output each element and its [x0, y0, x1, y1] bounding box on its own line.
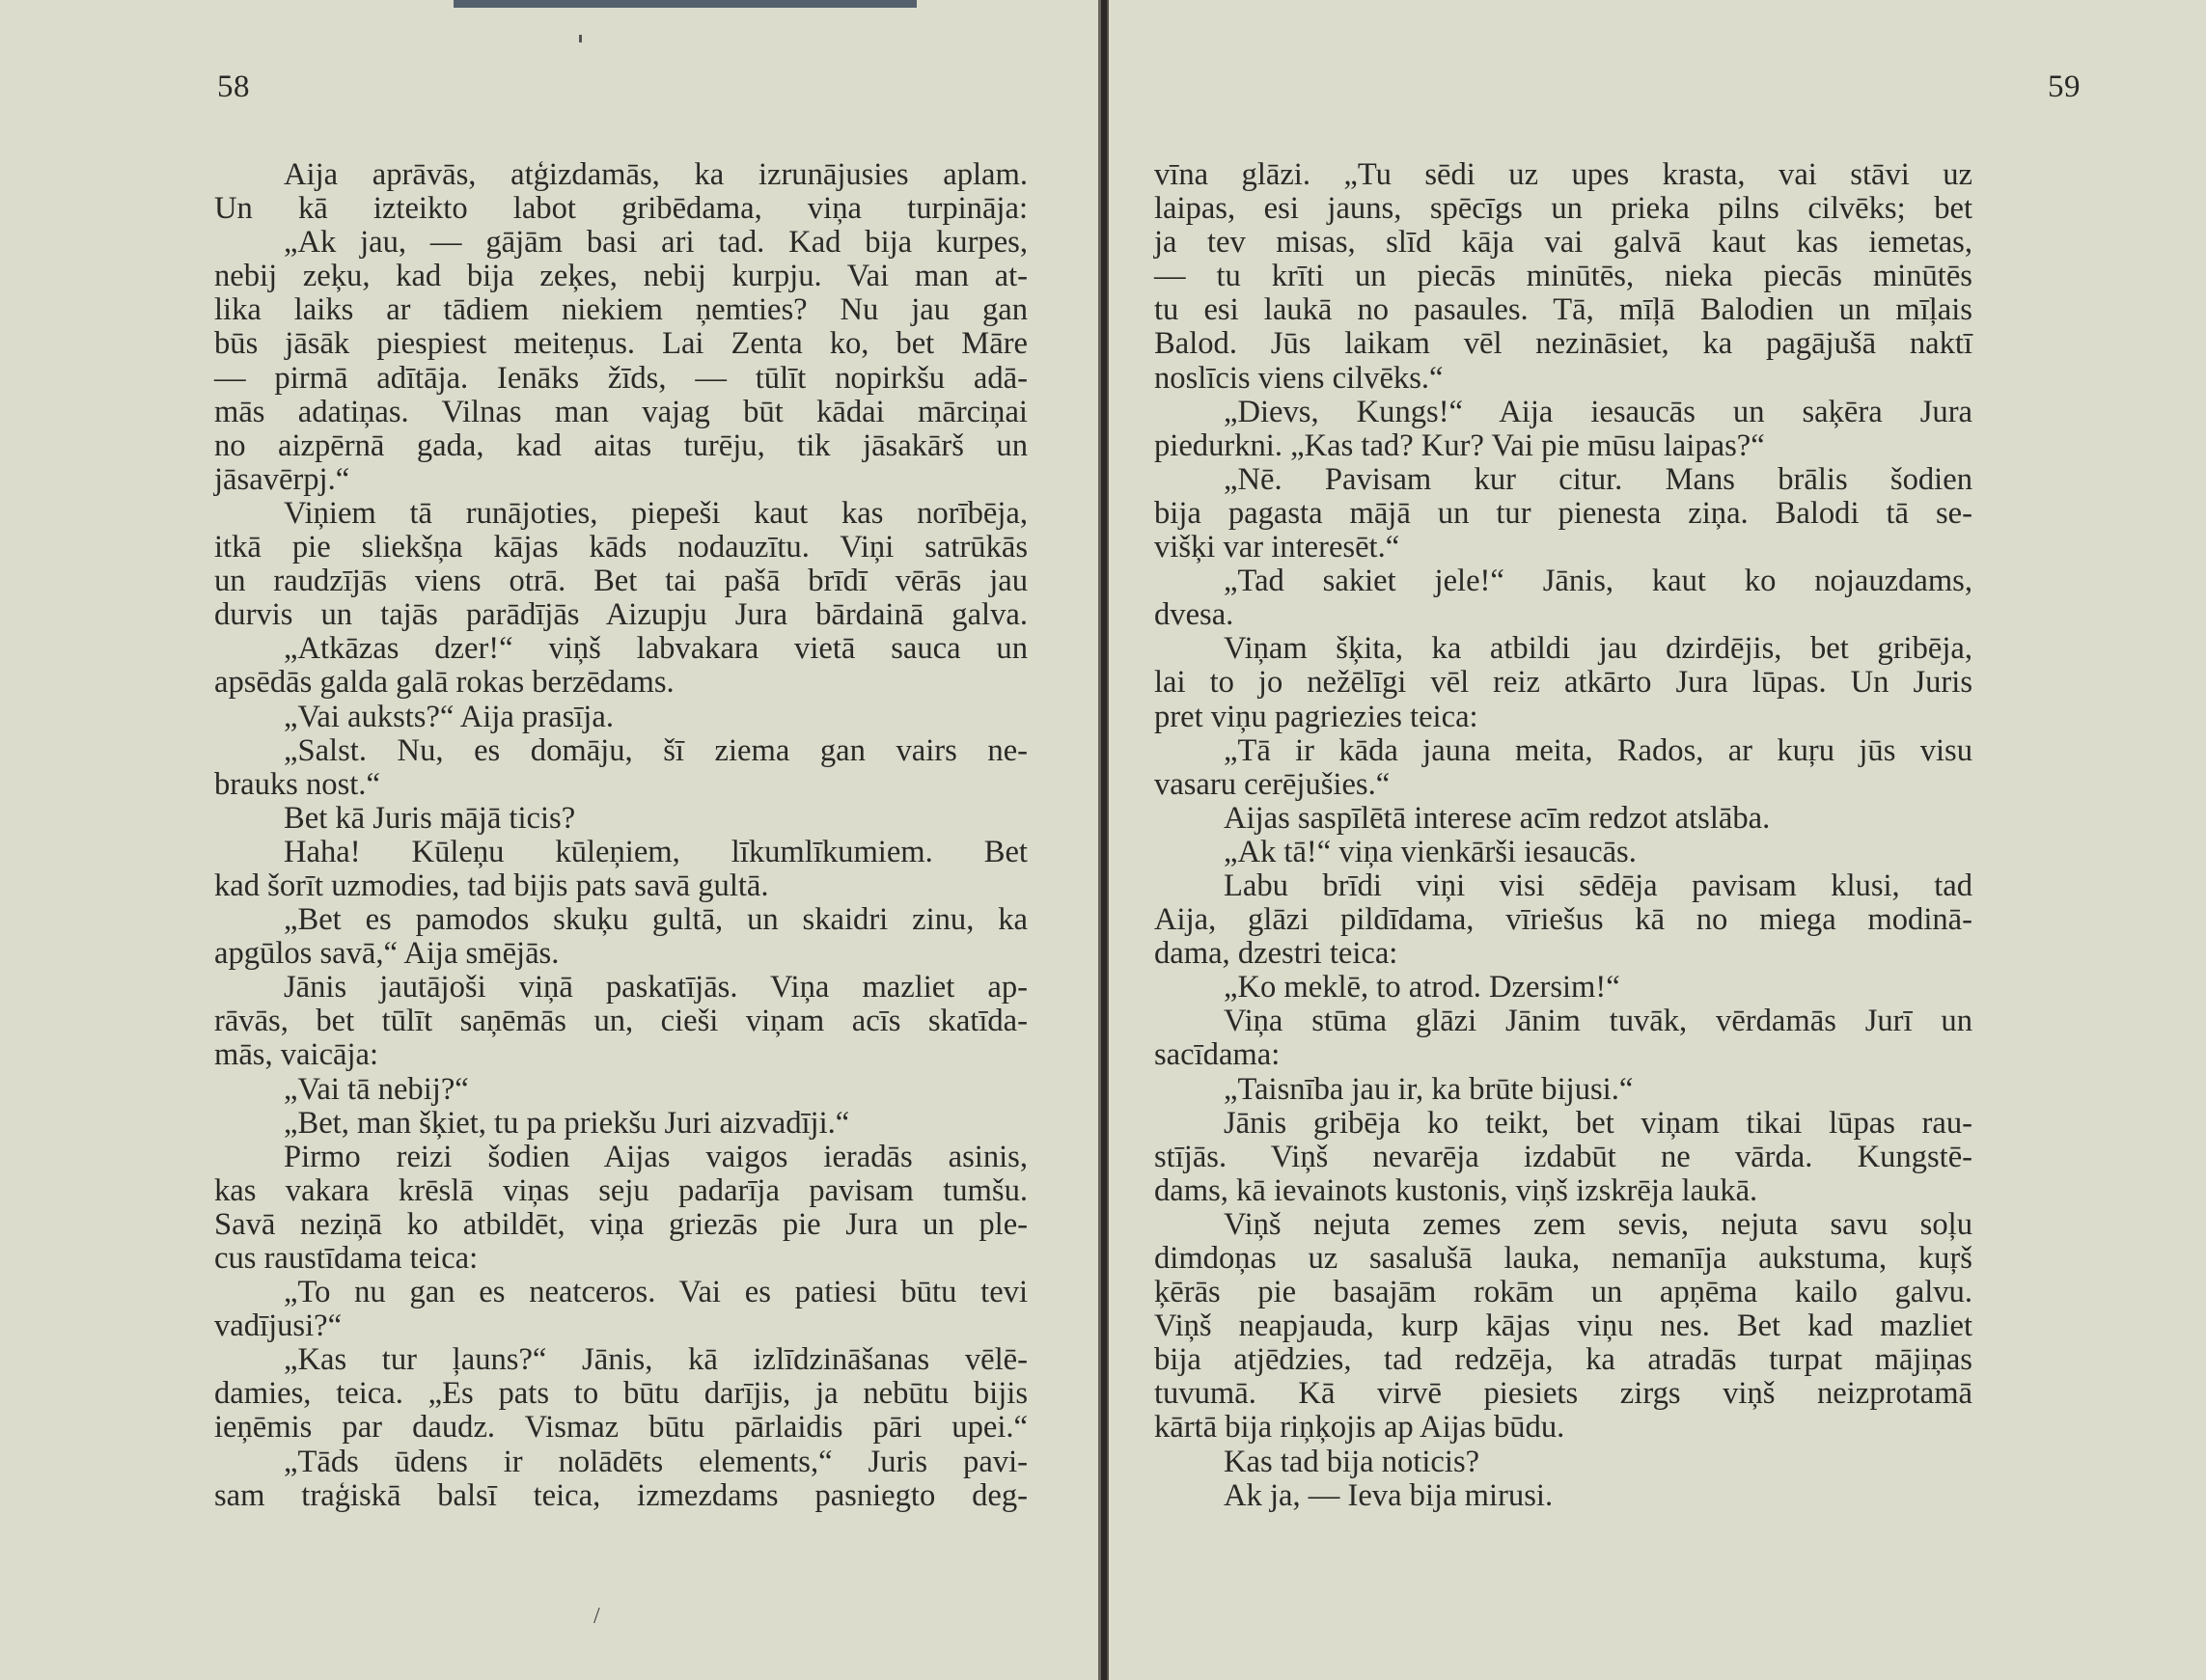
text-line: „Kas tur ļauns?“ Jānis, kā izlīdzināšanas vēlē-: [284, 1342, 1028, 1378]
text-line: Viņiem tā runājoties, piepeši kaut kas norībēja,: [284, 495, 1028, 531]
text-line: višķi var interesēt.“: [1154, 530, 1400, 565]
text-line: „To nu gan es neatceros. Vai es patiesi būtu tevi: [284, 1275, 1028, 1310]
text-line: Ak ja, — Ieva bija mirusi.: [1224, 1477, 1554, 1513]
text-line: un raudzījās viens otrā. Bet tai pašā brīdī vērās jau: [214, 564, 1028, 599]
text-line: Viņš neapjauda, kurp kājas viņu nes. Bet kad mazliet: [1154, 1308, 1972, 1344]
text-line: kārtā bija riņķojis ap Aijas būdu.: [1154, 1410, 1565, 1446]
text-line: Labu brīdi viņi visi sēdēja pavisam klusi, tad: [1224, 868, 1972, 903]
text-line: „Atkāzas dzer!“ viņš labvakara vietā sauca un: [284, 631, 1028, 667]
text-line: ķērās pie basajām rokām un apņēma kailo galvu.: [1154, 1275, 1972, 1310]
text-line: mās adatiņas. Vilnas man vajag būt kādai mārciņai: [214, 394, 1028, 429]
page-number-left: 58: [217, 69, 250, 104]
text-line: Aijas saspīlētā interese acīm redzot atslāba.: [1224, 800, 1771, 836]
text-line: Jānis jautājoši viņā paskatījās. Viņa mazliet ap-: [284, 970, 1028, 1005]
text-line: rāvās, bet tūlīt saņēmās un, cieši viņam acīs skatīda-: [214, 1004, 1028, 1039]
text-line: „Tad sakiet jele!“ Jānis, kaut ko nojauzdams,: [1224, 564, 1972, 599]
text-line: kas vakara krēslā viņas seju padarīja pavisam tumšu.: [214, 1172, 1028, 1208]
text-line: „Bet es pamodos skuķu gultā, un skaidri zinu, ka: [284, 902, 1028, 938]
text-line: — tu krīti un piecās minūtēs, nieka piecās minūtēs: [1154, 259, 1972, 294]
text-line: Viņa stūma glāzi Jānim tuvāk, vērdamās Jurī un: [1224, 1004, 1972, 1039]
text-line: dama, dzestri teica:: [1154, 936, 1398, 972]
text-line: itkā pie sliekšņa kājas kāds nodauzītu. Viņi satrūkās: [214, 530, 1028, 565]
text-line: dams, kā ievainots kustonis, viņš izskrēja laukā.: [1154, 1172, 1758, 1208]
text-line: noslīcis viens cilvēks.“: [1154, 360, 1444, 396]
text-line: dimdoņas uz sasalušā lauka, nemanīja aukstuma, kuŗš: [1154, 1241, 1972, 1276]
text-line: sacīdama:: [1154, 1037, 1281, 1073]
right-page: [1107, 0, 2206, 1680]
text-line: Haha! Kūleņu kūleņiem, līkumlīkumiem. Bet: [284, 834, 1028, 869]
text-line: „Nē. Pavisam kur citur. Mans brālis šodien: [1224, 461, 1972, 497]
text-line: no aizpērnā gada, kad aitas turēju, tik jāsakārš un: [214, 427, 1028, 463]
left-page-text: [214, 158, 1028, 1513]
text-line: Savā neziņā ko atbildēt, viņa griezās pie Jura un ple-: [214, 1206, 1028, 1242]
text-line: nebij zeķu, kad bija zeķes, nebij kurpju. Vai man at-: [214, 259, 1028, 294]
text-line: apsēdās galda galā rokas berzēdams.: [214, 665, 675, 701]
text-line: Kas tad bija noticis?: [1224, 1444, 1480, 1479]
text-line: Aija, glāzi pildīdama, vīriešus kā no miega modinā-: [1154, 902, 1972, 938]
text-line: mās, vaicāja:: [214, 1037, 379, 1073]
text-line: „Tā ir kāda jauna meita, Rados, ar kuŗu jūs visu: [1224, 732, 1972, 768]
text-line: piedurkni. „Kas tad? Kur? Vai pie mūsu laipas?“: [1154, 427, 1765, 463]
text-line: lika laiks ar tādiem niekiem ņemties? Nu jau gan: [214, 292, 1028, 328]
left-page: [0, 0, 1101, 1680]
text-line: kad šorīt uzmodies, tad bijis pats savā gultā.: [214, 868, 769, 903]
text-line: Pirmo reizi šodien Aijas vaigos ieradās asinis,: [284, 1139, 1028, 1174]
top-edge-stain: [454, 0, 917, 8]
text-line: „Dievs, Kungs!“ Aija iesaucās un saķēra Jura: [1224, 394, 1972, 429]
text-line: tuvumā. Kā virvē piesiets zirgs viņš neizprotamā: [1154, 1376, 1972, 1412]
text-line: „Ak tā!“ viņa vienkārši iesaucās.: [1224, 834, 1637, 869]
text-line: vīna glāzi. „Tu sēdi uz upes krasta, vai stāvi uz: [1154, 157, 1972, 192]
text-line: dvesa.: [1154, 597, 1234, 633]
text-line: — pirmā adītāja. Ienāks žīds, — tūlīt nopirkšu adā-: [214, 360, 1028, 396]
text-line: sam traģiskā balsī teica, izmezdams pasniegto deg-: [214, 1477, 1028, 1513]
paper-speck: [579, 35, 582, 42]
text-line: laipas, esi jauns, spēcīgs un prieka pilns cilvēks; bet: [1154, 191, 1972, 227]
text-line: „Vai auksts?“ Aija prasīja.: [284, 699, 614, 734]
right-page-text: [1154, 158, 1972, 1513]
text-line: brauks nost.“: [214, 766, 380, 802]
text-line: Viņš nejuta zemes zem sevis, nejuta savu soļu: [1224, 1206, 1972, 1242]
text-line: durvis un tajās parādījās Aizupju Jura bārdainā galva.: [214, 597, 1028, 633]
text-line: „Vai tā nebij?“: [284, 1071, 469, 1107]
text-line: „Bet, man šķiet, tu pa priekšu Juri aizvadīji.“: [284, 1105, 850, 1141]
text-line: „Tāds ūdens ir nolādēts elements,“ Juris pavi-: [284, 1444, 1028, 1479]
text-line: vasaru cerējušies.“: [1154, 766, 1391, 802]
text-line: „Taisnība jau ir, ka brūte bijusi.“: [1224, 1071, 1634, 1107]
text-line: apgūlos savā,“ Aija smējās.: [214, 936, 560, 972]
page-number-right: 59: [2048, 69, 2081, 104]
text-line: bija atjēdzies, tad redzēja, ka atradās turpat mājiņas: [1154, 1342, 1972, 1378]
text-line: Balod. Jūs laikam vēl nezināsiet, ka pagājušā naktī: [1154, 326, 1972, 362]
text-line: Jānis gribēja ko teikt, bet viņam tikai lūpas rau-: [1224, 1105, 1972, 1141]
text-line: Bet kā Juris mājā ticis?: [284, 800, 576, 836]
text-line: būs jāsāk piespiest meiteņus. Lai Zenta ko, bet Māre: [214, 326, 1028, 362]
text-line: cus raustīdama teica:: [214, 1241, 479, 1276]
pencil-mark: /: [593, 1604, 600, 1629]
text-line: lai to jo nežēlīgi vēl reiz atkārto Jura lūpas. Un Juris: [1154, 665, 1972, 701]
text-line: damies, teica. „Es pats to būtu darījis, ja nebūtu bijis: [214, 1376, 1028, 1412]
text-line: ieņēmis par daudz. Vismaz būtu pārlaidis pāri upei.“: [214, 1410, 1028, 1446]
text-line: vadījusi?“: [214, 1308, 343, 1344]
text-line: „Salst. Nu, es domāju, šī ziema gan vairs ne-: [284, 732, 1028, 768]
text-line: tu esi laukā no pasaules. Tā, mīļā Balodien un mīļais: [1154, 292, 1972, 328]
text-line: jāsavērpj.“: [214, 461, 350, 497]
text-line: bija pagasta mājā un tur pienesta ziņa. Balodi tā se-: [1154, 495, 1972, 531]
text-line: stījās. Viņš nevarēja izdabūt ne vārda. Kungstē-: [1154, 1139, 1972, 1174]
text-line: ja tev misas, slīd kāja vai galvā kaut kas iemetas,: [1154, 225, 1972, 261]
text-line: Aija aprāvās, atģizdamās, ka izrunājusies aplam.: [284, 157, 1028, 192]
text-line: „Ko meklē, to atrod. Dzersim!“: [1224, 970, 1620, 1005]
text-line: „Ak jau, — gājām basi ari tad. Kad bija kurpes,: [284, 225, 1028, 261]
text-line: Un kā izteikto labot gribēdama, viņa turpināja:: [214, 191, 1028, 227]
text-line: Viņam šķita, ka atbildi jau dzirdējis, bet gribēja,: [1224, 631, 1972, 667]
text-line: pret viņu pagriezies teica:: [1154, 699, 1478, 734]
